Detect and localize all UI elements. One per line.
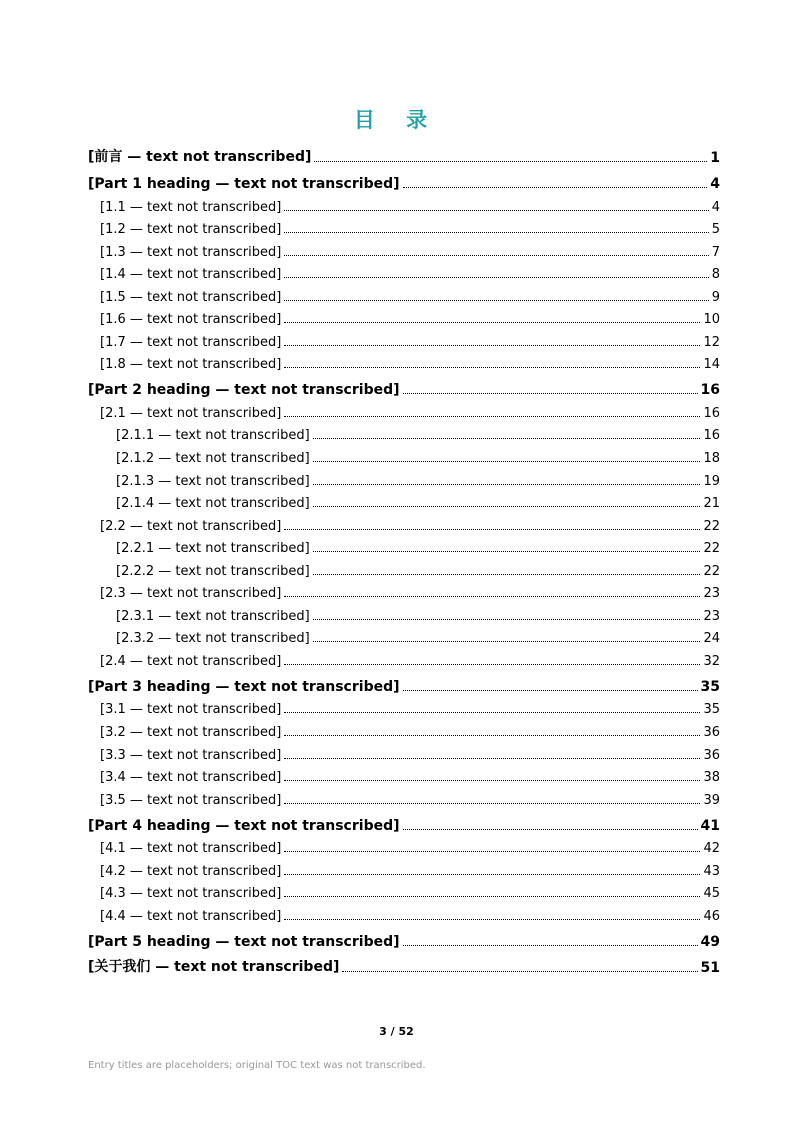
dot-leader (284, 780, 700, 781)
toc-entry-title: [3.3 — text not transcribed] (100, 747, 282, 763)
transcription-note: Entry titles are placeholders; original TOC text was not transcribed. (88, 1060, 426, 1071)
dot-leader (284, 712, 700, 713)
dot-leader (284, 758, 700, 759)
dot-leader (284, 210, 708, 211)
page-footer: 3 / 52 (379, 1025, 414, 1038)
toc-entry-page: 39 (703, 792, 720, 808)
toc-section-entry[interactable] (88, 239, 720, 262)
toc-section-entry[interactable] (88, 858, 720, 881)
toc-entry-page: 49 (700, 933, 720, 950)
dot-leader (313, 438, 701, 439)
toc-section-entry[interactable] (88, 742, 720, 765)
toc-entry-title: [2.1.1 — text not transcribed] (116, 428, 310, 444)
toc-entry-page: 51 (700, 959, 720, 976)
toc-entry-page: 5 (711, 222, 720, 238)
toc-subsection-entry[interactable] (88, 536, 720, 559)
toc-entry-title: [2.1.2 — text not transcribed] (116, 451, 310, 467)
dot-leader (403, 829, 698, 830)
toc-subsection-entry[interactable] (88, 626, 720, 649)
dot-leader (403, 393, 698, 394)
toc-entry-title: [1.7 — text not transcribed] (100, 334, 282, 350)
toc-subsection-entry[interactable] (88, 423, 720, 446)
toc-section-entry[interactable] (88, 881, 720, 904)
toc-entry-page: 46 (703, 908, 720, 924)
toc-part-entry[interactable] (88, 142, 720, 168)
dot-leader (284, 596, 700, 597)
toc-section-entry[interactable] (88, 307, 720, 330)
toc-entry-title: [1.5 — text not transcribed] (100, 289, 282, 305)
dot-leader (313, 551, 701, 552)
toc-section-entry[interactable] (88, 284, 720, 307)
toc-entry-title: [4.4 — text not transcribed] (100, 908, 282, 924)
toc-entry-page: 43 (703, 863, 720, 879)
toc-section-entry[interactable] (88, 581, 720, 604)
dot-leader (284, 277, 708, 278)
dot-leader (284, 367, 700, 368)
toc-section-entry[interactable] (88, 719, 720, 742)
toc-part-entry[interactable] (88, 926, 720, 952)
toc-entry-title: [2.3.1 — text not transcribed] (116, 608, 310, 624)
toc-section-entry[interactable] (88, 217, 720, 240)
toc-entry-page: 1 (710, 150, 720, 166)
toc-entry-title: [2.3 — text not transcribed] (100, 586, 282, 602)
toc-section-entry[interactable] (88, 787, 720, 810)
dot-leader (284, 664, 700, 665)
toc-entry-page: 9 (711, 289, 720, 305)
dot-leader (284, 735, 700, 736)
toc-entry-title: [Part 3 heading — text not transcribed] (88, 678, 400, 695)
toc-entry-page: 36 (703, 747, 720, 763)
dot-leader (284, 803, 700, 804)
toc-part-entry[interactable] (88, 952, 720, 978)
toc-entry-title: [4.3 — text not transcribed] (100, 886, 282, 902)
toc-entry-title: [Part 2 heading — text not transcribed] (88, 382, 400, 399)
toc-entry-page: 18 (703, 451, 720, 467)
toc-section-entry[interactable] (88, 262, 720, 285)
dot-leader (313, 461, 701, 462)
toc-entry-title: [3.4 — text not transcribed] (100, 770, 282, 786)
dot-leader (284, 322, 700, 323)
toc-entry-page: 36 (703, 725, 720, 741)
dot-leader (284, 851, 700, 852)
dot-leader (284, 300, 708, 301)
dot-leader (284, 345, 700, 346)
dot-leader (313, 641, 701, 642)
dot-leader (313, 484, 701, 485)
toc-entry-title: [Part 5 heading — text not transcribed] (88, 933, 400, 950)
toc-entry-page: 16 (700, 382, 720, 399)
toc-entry-title: [1.3 — text not transcribed] (100, 244, 282, 260)
toc-entry-title: [1.4 — text not transcribed] (100, 267, 282, 283)
toc-entry-page: 35 (703, 702, 720, 718)
toc-entry-page: 45 (703, 886, 720, 902)
toc-entry-page: 8 (711, 267, 720, 283)
toc-section-entry[interactable] (88, 194, 720, 217)
dot-leader (284, 896, 700, 897)
toc-entry-page: 23 (703, 586, 720, 602)
toc-entry-title: [2.1 — text not transcribed] (100, 405, 282, 421)
toc-entry-title: [2.1.4 — text not transcribed] (116, 496, 310, 512)
toc-entry-title: [3.1 — text not transcribed] (100, 702, 282, 718)
toc-entry-page: 19 (703, 473, 720, 489)
toc-subsection-entry[interactable] (88, 491, 720, 514)
toc-entry-page: 12 (703, 334, 720, 350)
toc-entry-page: 16 (703, 428, 720, 444)
toc-subsection-entry[interactable] (88, 468, 720, 491)
toc-entry-title: [1.2 — text not transcribed] (100, 222, 282, 238)
toc-entry-title: [2.2.1 — text not transcribed] (116, 541, 310, 557)
toc-entry-page: 7 (711, 244, 720, 260)
dot-leader (284, 919, 700, 920)
toc-section-entry[interactable] (88, 697, 720, 720)
toc-part-entry[interactable] (88, 168, 720, 194)
toc-section-entry[interactable] (88, 648, 720, 671)
toc-entry-title: [2.3.2 — text not transcribed] (116, 631, 310, 647)
toc-entry-page: 32 (703, 653, 720, 669)
toc-entry-page: 10 (703, 312, 720, 328)
toc-entry-title: [2.2 — text not transcribed] (100, 518, 282, 534)
dot-leader (403, 945, 698, 946)
toc-entry-page: 38 (703, 770, 720, 786)
toc-section-entry[interactable] (88, 329, 720, 352)
dot-leader (403, 187, 708, 188)
dot-leader (342, 971, 697, 972)
toc-section-entry[interactable] (88, 765, 720, 788)
toc-entry-title: [1.6 — text not transcribed] (100, 312, 282, 328)
toc-entry-page: 4 (711, 199, 720, 215)
toc-entry-page: 42 (703, 841, 720, 857)
dot-leader (284, 874, 700, 875)
toc-entry-title: [2.4 — text not transcribed] (100, 653, 282, 669)
toc-part-entry[interactable] (88, 671, 720, 697)
toc-subsection-entry[interactable] (88, 558, 720, 581)
toc-section-entry[interactable] (88, 513, 720, 536)
toc-entry-page: 14 (703, 357, 720, 373)
toc-entry-page: 4 (710, 176, 720, 192)
toc-title: 目 录 (353, 108, 440, 132)
toc-list (88, 142, 720, 978)
toc-entry-page: 22 (703, 541, 720, 557)
toc-entry-title: [2.1.3 — text not transcribed] (116, 473, 310, 489)
toc-section-entry[interactable] (88, 836, 720, 859)
toc-section-entry[interactable] (88, 352, 720, 375)
toc-entry-page: 22 (703, 563, 720, 579)
toc-entry-title: [1.1 — text not transcribed] (100, 199, 282, 215)
toc-entry-page: 23 (703, 608, 720, 624)
toc-subsection-entry[interactable] (88, 603, 720, 626)
dot-leader (284, 255, 708, 256)
toc-entry-page: 22 (703, 518, 720, 534)
toc-entry-title: [关于我们 — text not transcribed] (88, 958, 340, 975)
toc-entry-page: 21 (703, 496, 720, 512)
dot-leader (403, 690, 698, 691)
toc-section-entry[interactable] (88, 903, 720, 926)
toc-part-entry[interactable] (88, 374, 720, 400)
toc-part-entry[interactable] (88, 810, 720, 836)
toc-entry-title: [4.2 — text not transcribed] (100, 863, 282, 879)
toc-subsection-entry[interactable] (88, 445, 720, 468)
toc-entry-title: [3.5 — text not transcribed] (100, 792, 282, 808)
dot-leader (284, 232, 708, 233)
dot-leader (314, 161, 707, 162)
toc-entry-title: [1.8 — text not transcribed] (100, 357, 282, 373)
toc-entry-title: [前言 — text not transcribed] (88, 149, 312, 165)
dot-leader (313, 619, 701, 620)
toc-entry-title: [2.2.2 — text not transcribed] (116, 563, 310, 579)
toc-entry-page: 24 (703, 631, 720, 647)
dot-leader (284, 416, 700, 417)
dot-leader (313, 506, 701, 507)
toc-entry-title: [3.2 — text not transcribed] (100, 725, 282, 741)
toc-entry-page: 16 (703, 405, 720, 421)
toc-entry-page: 41 (700, 817, 720, 834)
toc-entry-title: [4.1 — text not transcribed] (100, 841, 282, 857)
dot-leader (284, 529, 700, 530)
toc-entry-page: 35 (700, 678, 720, 695)
toc-entry-title: [Part 4 heading — text not transcribed] (88, 817, 400, 834)
toc-section-entry[interactable] (88, 400, 720, 423)
dot-leader (313, 574, 701, 575)
toc-entry-title: [Part 1 heading — text not transcribed] (88, 176, 400, 192)
